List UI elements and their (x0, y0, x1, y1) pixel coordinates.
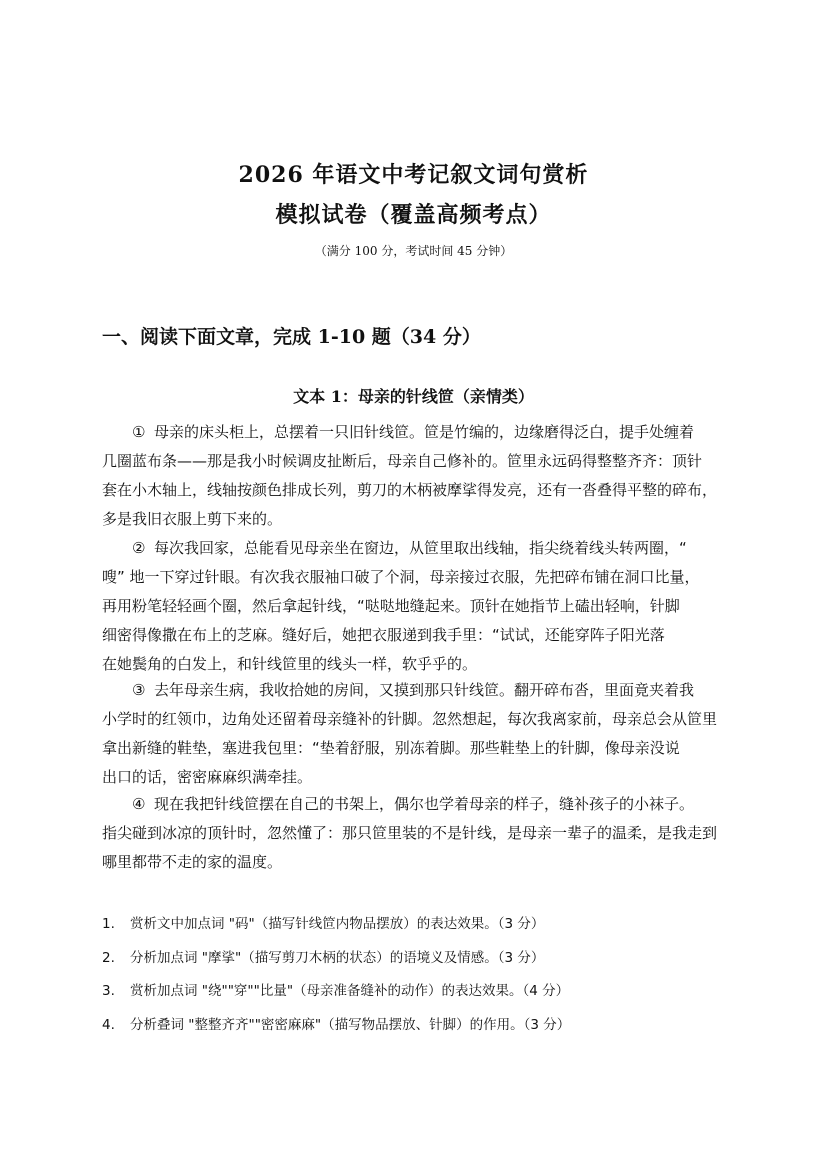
paragraph-number: ② (132, 539, 146, 557)
exam-score-time-note: （满分 100 分，考试时间 45 分钟） (314, 244, 513, 258)
paragraph-line: 小学时的红领巾，边角处还留着母亲缝补的针脚。忽然想起，每次我离家前，母亲总会从笸里 (102, 710, 718, 728)
paragraph-line: 再用粉笔轻轻画个圈，然后拿起针线，“哒哒地缝起来。顶针在她指节上磕出轻响，针脚 (102, 597, 680, 615)
question-item (102, 1013, 792, 1047)
question-text: 赏析文中加点词 "码"（描写针线笸内物品摆放）的表达效果。（3 分） (130, 916, 545, 932)
paragraph-line: 每次我回家，总能看见母亲坐在窗边，从笸里取出线轴，指尖绕着线头转两圈，“ (154, 539, 687, 557)
question-text: 分析叠词 "整整齐齐""密密麻麻"（描写物品摆放、针脚）的作用。（3 分） (130, 1016, 571, 1033)
paragraph-number: ① (132, 423, 146, 441)
paragraph-2 (102, 534, 792, 679)
paragraph-line: 哪里都带不走的家的温度。 (102, 853, 283, 871)
exam-title-line1: 2026 年语文中考记叙文词句赏析 (238, 162, 589, 188)
paragraph-4 (102, 790, 792, 877)
question-text: 分析加点词 "摩挲"（描写剪刀木柄的状态）的语境义及情感。（3 分） (130, 949, 545, 966)
text-title: 文本 1：母亲的针线笸（亲情类） (293, 387, 534, 406)
question-number: 3. (102, 983, 115, 999)
question-number: 4. (102, 1016, 115, 1033)
paragraph-line: 指尖碰到冰凉的顶针时，忽然懂了：那只笸里装的不是针线，是母亲一辈子的温柔，是我走到 (102, 824, 718, 842)
question-list (102, 912, 792, 1046)
paragraph-line: 细密得像撒在布上的芝麻。缝好后，她把衣服递到我手里：“试试，还能穿阵子阳光落 (102, 626, 665, 644)
paragraph-3 (102, 676, 792, 792)
paragraph-1 (102, 418, 792, 534)
question-number: 2. (102, 949, 115, 966)
paragraph-line: 出口的话，密密麻麻织满牵挂。 (102, 768, 313, 786)
question-item (102, 946, 792, 980)
paragraph-line: 几圈蓝布条——那是我小时候调皮扯断后，母亲自己修补的。笸里永远码得整整齐齐：顶针 (102, 452, 703, 470)
paragraph-number: ④ (132, 795, 146, 813)
question-item (102, 979, 792, 1013)
paragraph-line: 在她鬓角的白发上，和针线笸里的线头一样，软乎乎的。 (102, 655, 478, 673)
paragraph-line: 现在我把针线笸摆在自己的书架上，偶尔也学着母亲的样子，缝补孩子的小袜子。 (154, 795, 695, 813)
paragraph-line: 多是我旧衣服上剪下来的。 (102, 510, 283, 528)
paragraph-line: 拿出新缝的鞋垫，塞进我包里：“垫着舒服，别冻着脚。那些鞋垫上的针脚，像母亲没说 (102, 739, 680, 757)
exam-title-line2: 模拟试卷（覆盖高频考点） (275, 202, 552, 228)
paragraph-line: 母亲的床头柜上，总摆着一只旧针线笸。笸是竹编的，边缘磨得泛白，提手处缠着 (154, 423, 695, 441)
paragraph-line: 去年母亲生病，我收拾她的房间，又摸到那只针线笸。翻开碎布沓，里面竟夹着我 (154, 681, 695, 699)
paragraph-line: 嗖” 地一下穿过针眼。有次我衣服袖口破了个洞，母亲接过衣服，先把碎布铺在洞口比量， (102, 568, 700, 586)
paragraph-line: 套在小木轴上，线轴按颜色排成长列，剪刀的木柄被摩挲得发亮，还有一沓叠得平整的碎布， (102, 481, 718, 499)
question-text: 赏析加点词 "绕""穿""比量"（母亲准备缝补的动作）的表达效果。（4 分） (130, 983, 570, 999)
question-item (102, 912, 792, 946)
section-heading: 一、阅读下面文章，完成 1-10 题（34 分） (102, 326, 481, 348)
paragraph-number: ③ (132, 681, 146, 699)
question-number: 1. (102, 916, 115, 932)
